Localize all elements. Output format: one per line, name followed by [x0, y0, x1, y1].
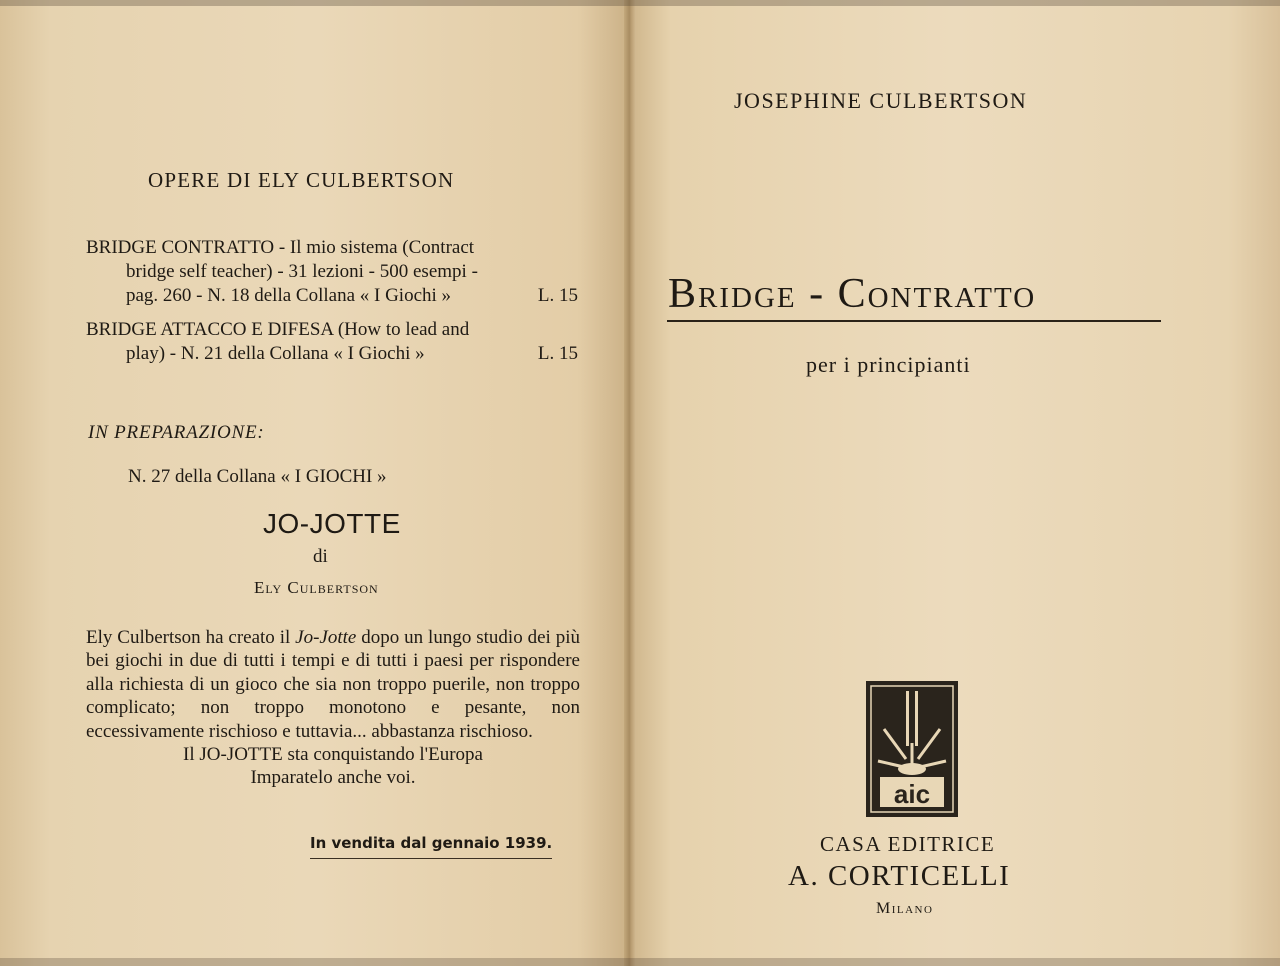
- publisher-name: A. CORTICELLI: [788, 860, 1011, 892]
- bottom-edge: [0, 958, 1280, 966]
- entry-line: [86, 260, 578, 284]
- book-author: JOSEPHINE CULBERTSON: [734, 88, 1028, 113]
- game-title: JO-JOTTE: [263, 508, 401, 539]
- right-page: [632, 0, 1280, 966]
- publisher-logo-icon: [866, 681, 958, 817]
- entry-text: pag. 260 - N. 18 della Collana « I Giochi »: [126, 285, 452, 306]
- collana-line: N. 27 della Collana « I GIOCHI »: [128, 466, 387, 487]
- description-game-name: Jo-Jotte: [295, 627, 357, 648]
- entry-line: [86, 236, 578, 260]
- entry-line: [86, 342, 578, 366]
- entry-line: [86, 284, 578, 308]
- entry-text: bridge self teacher) - 31 lezioni - 500 esempi -: [126, 261, 478, 282]
- top-edge: [0, 0, 1280, 6]
- entry-text: BRIDGE CONTRATTO - Il mio sistema (Contract: [86, 237, 475, 258]
- entry-price: L. 15: [537, 343, 578, 364]
- game-description: [86, 626, 580, 790]
- closing-line: Il JO-JOTTE sta conquistando l'Europa: [183, 744, 483, 766]
- entry-text: BRIDGE ATTACCO E DIFESA (How to lead and: [86, 319, 470, 340]
- book-entry: [86, 236, 578, 308]
- book-entry: [86, 318, 578, 366]
- description-text: Ely Culbertson ha creato il: [86, 627, 296, 648]
- entry-text: play) - N. 21 della Collana « I Giochi »: [126, 343, 425, 364]
- closing-line: Imparatelo anche voi.: [250, 767, 416, 789]
- works-heading: OPERE DI ELY CULBERTSON: [148, 168, 455, 192]
- preparation-label: IN PREPARAZIONE:: [88, 422, 265, 443]
- entry-price: L. 15: [537, 285, 578, 306]
- by-word: di: [313, 546, 328, 567]
- book-gutter: [624, 0, 636, 966]
- publisher-line: CASA EDITRICE: [820, 832, 996, 856]
- game-author: Ely Culbertson: [254, 578, 379, 597]
- book-subtitle: per i principianti: [806, 352, 971, 377]
- book-title: Bridge - Contratto: [668, 271, 1037, 317]
- publisher-city: Milano: [876, 900, 934, 917]
- sale-notice: In vendita dal gennaio 1939.: [310, 834, 552, 859]
- description-text: dopo un lungo studio dei più bei giochi in due di tutti i tempi e di tutti i paesi per rispondere alla richiesta di un gioco che sia non troppo puerile, non troppo complicato; non troppo monotono e pesante, non eccessivamente rischioso e tuttavia... abbastanza rischioso.: [86, 627, 580, 742]
- entry-line: [86, 318, 578, 342]
- title-rule: [667, 320, 1161, 322]
- logo-letters: aic: [893, 779, 931, 809]
